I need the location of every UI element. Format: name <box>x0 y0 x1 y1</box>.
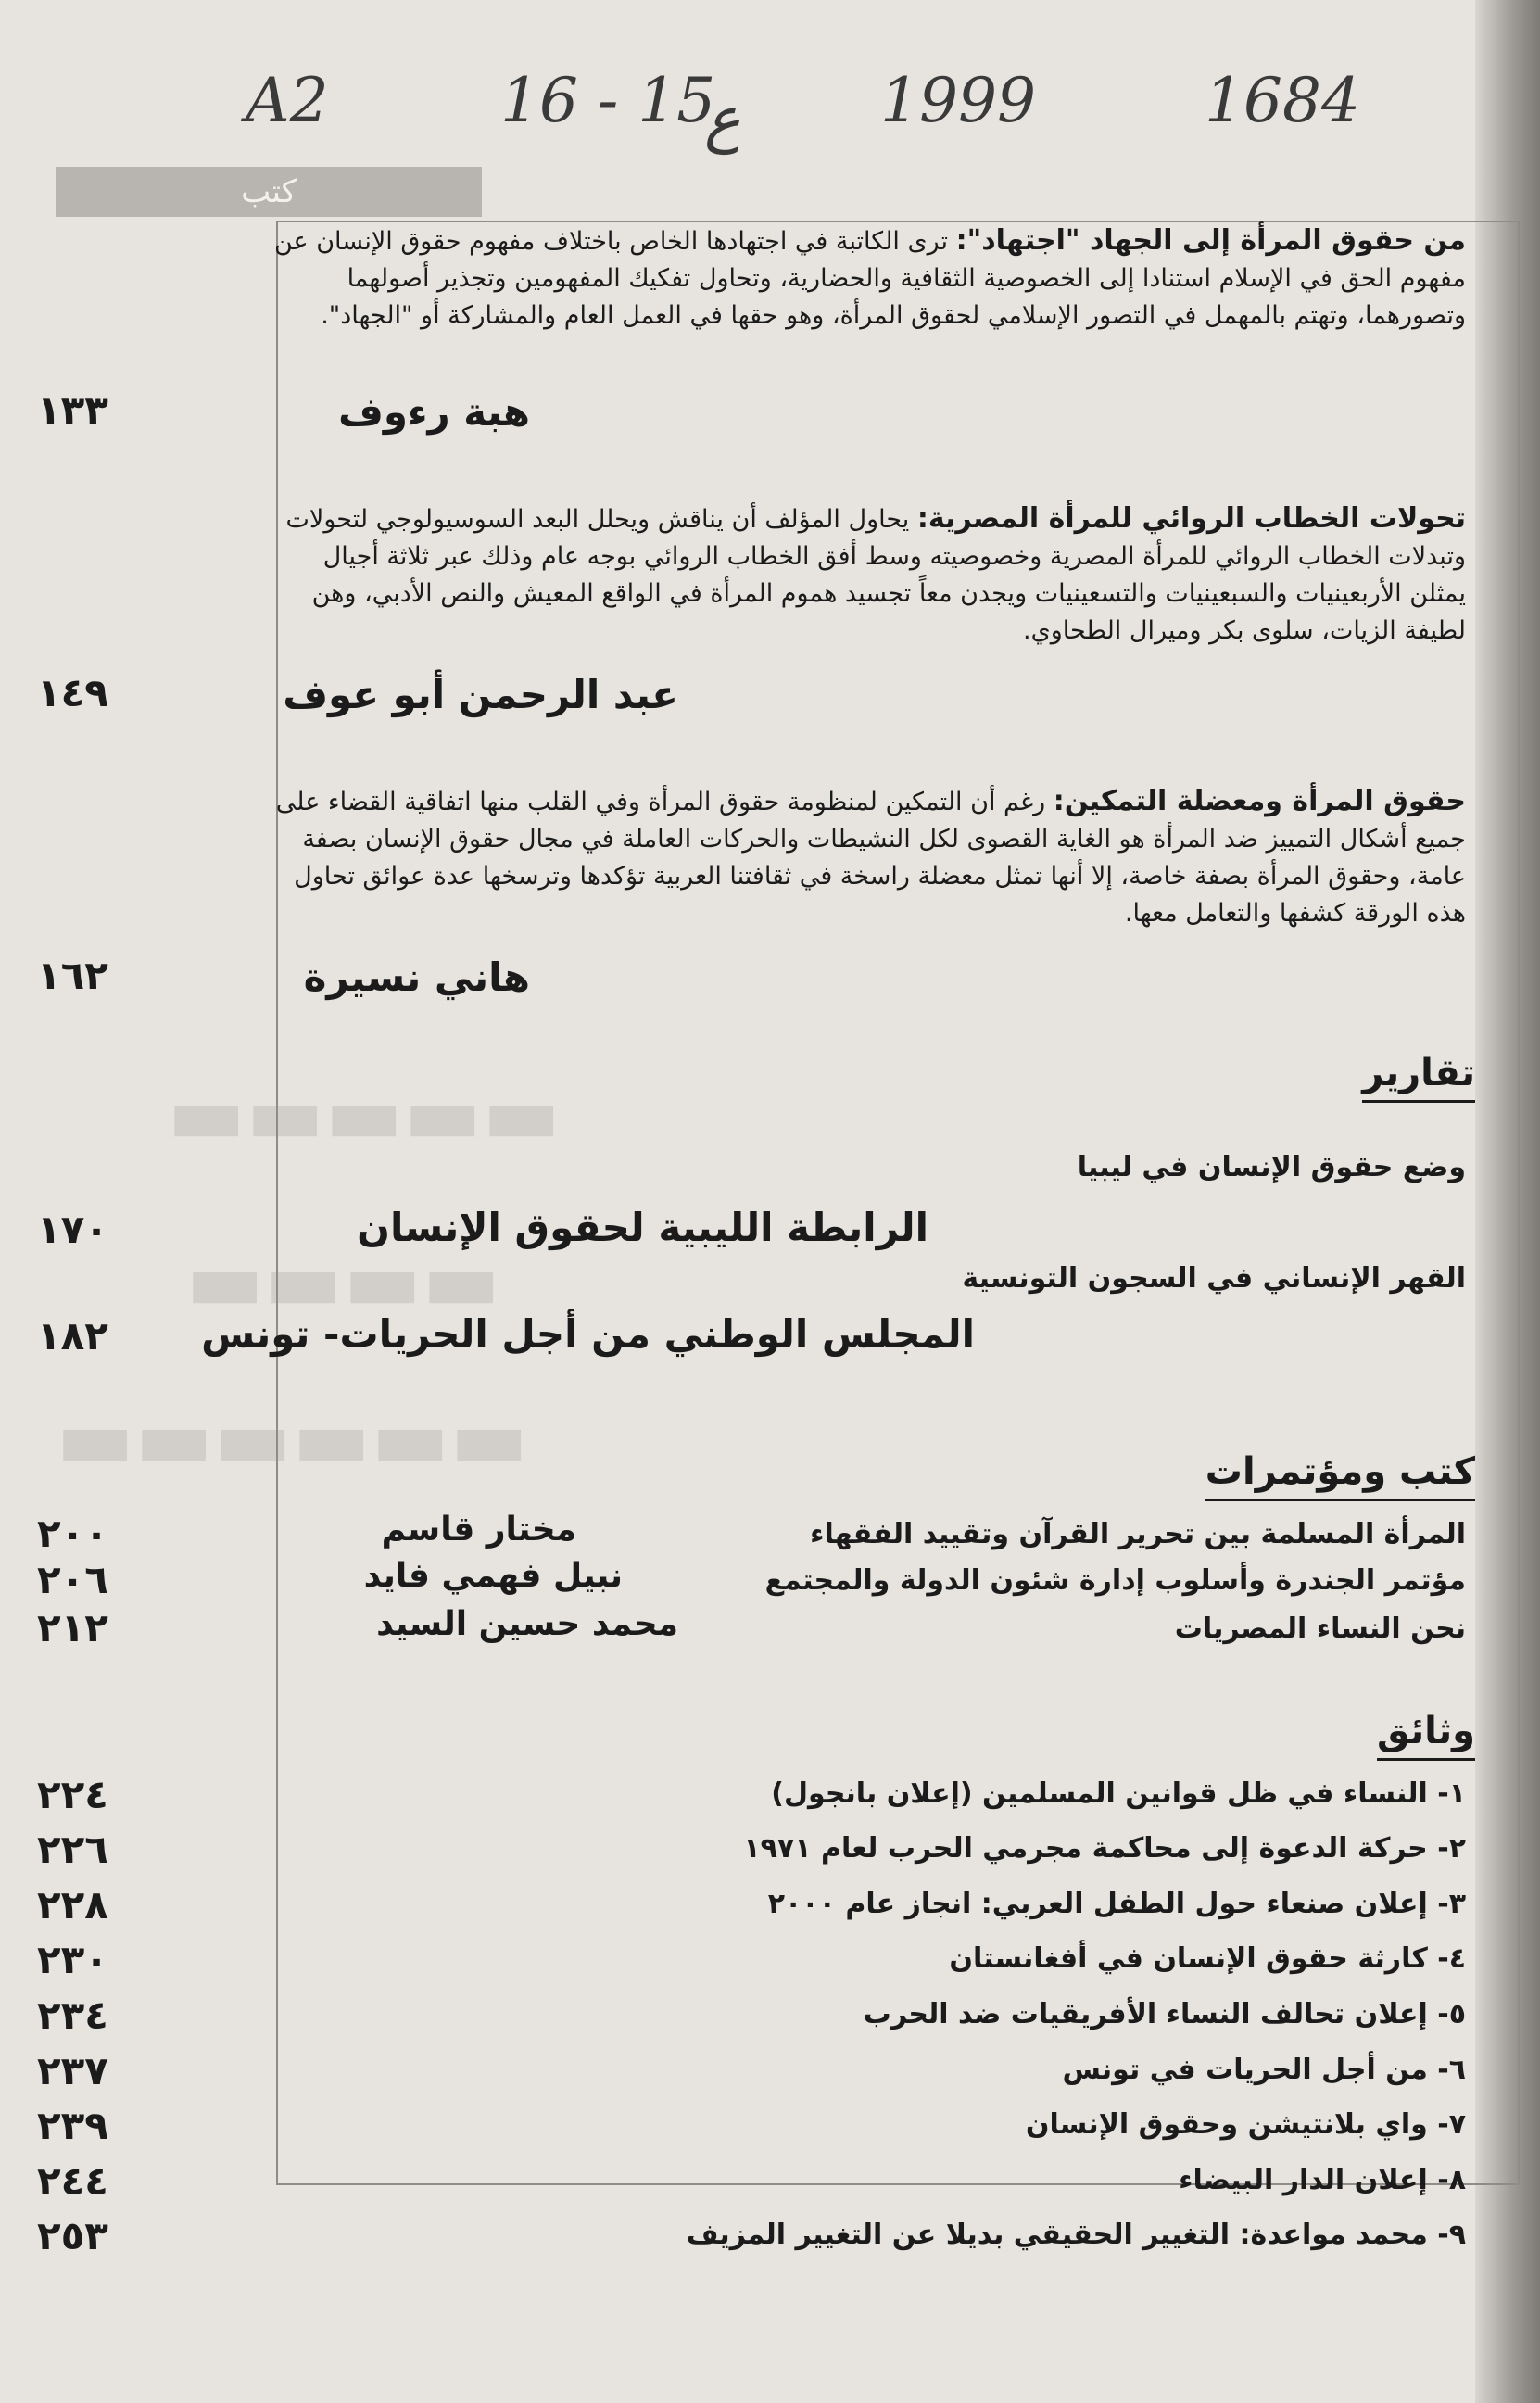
book-2-title: مؤتمر الجندرة وأسلوب إدارة شئون الدولة والمجتمع <box>764 1564 1466 1597</box>
document-1-page: ٢٢٤ <box>37 1772 108 1817</box>
article-2-description <box>271 500 1466 650</box>
handwritten-note-pages: 16 - 15 <box>500 65 716 136</box>
article-2-text: يحاول المؤلف أن يناقش ويحلل البعد السوسيولوجي لتحولات وتبدلات الخطاب الروائي للمرأة المصرية وخصوصيته وسط أفق الخطاب الروائي بوجه عام وذلك عبر ثلاثة أجيال يمثلن الأربعينيات والسبعينيات والتسعينيات ويجدن معاً تجسيد هموم المرأة في الواقع المعيش والنص الأدبي، وهن لطيفة الزيات، سلوى بكر وميرال الطحاوي. <box>285 505 1466 645</box>
books-section-title: كتب ومؤتمرات <box>1205 1450 1475 1501</box>
document-9-title: ٩- محمد مواعدة: التغيير الحقيقي بديلا عن التغيير المزيف <box>686 2219 1466 2251</box>
handwritten-note-a2: A2 <box>246 65 329 136</box>
article-2-author: عبد الرحمن أبو عوف <box>283 672 678 717</box>
book-1-author: مختار قاسم <box>381 1511 576 1549</box>
document-3-title: ٣- إعلان صنعاء حول الطفل العربي: انجاز عام ٢٠٠٠ <box>767 1888 1466 1920</box>
ghost-bleed-3: ▬▬▬▬▬▬ <box>56 1390 529 1487</box>
document-7-page: ٢٣٩ <box>37 2103 108 2148</box>
book-1-page: ٢٠٠ <box>37 1511 108 1556</box>
article-1-page: ١٣٣ <box>37 387 108 433</box>
book-3-title: نحن النساء المصريات <box>1174 1613 1466 1645</box>
article-2-page: ١٤٩ <box>37 670 108 715</box>
handwritten-note-ain: ع <box>704 83 741 155</box>
document-5-page: ٢٣٤ <box>37 1992 108 2038</box>
ghost-bleed-2: ▬▬▬▬ <box>185 1233 501 1330</box>
book-3-author: محمد حسين السيد <box>376 1605 678 1643</box>
document-6-page: ٢٣٧ <box>37 2048 108 2093</box>
report-2-org: المجلس الوطني من أجل الحريات- تونس <box>201 1311 975 1357</box>
article-1-lead: من حقوق المرأة إلى الجهاد "اجتهاد": <box>955 224 1466 257</box>
document-8-page: ٢٤٤ <box>37 2158 108 2204</box>
ghost-bleed-1: ▬▬▬▬▬ <box>167 1066 562 1163</box>
document-9-page: ٢٥٣ <box>37 2213 108 2258</box>
article-3-page: ١٦٢ <box>37 953 108 998</box>
document-6-title: ٦- من أجل الحريات في تونس <box>1062 2054 1466 2086</box>
header-band: كتب <box>56 167 482 217</box>
book-1-title: المرأة المسلمة بين تحرير القرآن وتقييد الفقهاء <box>810 1518 1466 1550</box>
report-2-title: القهر الإنساني في السجون التونسية <box>962 1262 1466 1295</box>
document-2-title: ٢- حركة الدعوة إلى محاكمة مجرمي الحرب لعام ١٩٧١ <box>743 1832 1466 1865</box>
documents-section-title: وثائق <box>1377 1710 1475 1761</box>
article-1-text: ترى الكاتبة في اجتهادها الخاص باختلاف مفهوم حقوق الإنسان عن مفهوم الحق في الإسلام استنادا إلى الخصوصية الثقافية والحضارية، وتحاول تفكيك المفهومين وتجذير أصولهما وتصورهما، وتهتم بالمهمل في التصور الإسلامي لحقوق المرأة، وهو حقها في العمل العام والمشاركة أو "الجهاد". <box>273 227 1466 330</box>
document-4-page: ٢٣٠ <box>37 1937 108 1982</box>
article-3-lead: حقوق المرأة ومعضلة التمكين: <box>1053 785 1466 817</box>
document-8-title: ٨- إعلان الدار البيضاء <box>1179 2164 1466 2196</box>
document-2-page: ٢٢٦ <box>37 1827 108 1872</box>
book-2-page: ٢٠٦ <box>37 1557 108 1602</box>
handwritten-note-number: 1684 <box>1205 65 1360 136</box>
article-1-description <box>271 222 1466 335</box>
document-5-title: ٥- إعلان تحالف النساء الأفريقيات ضد الحرب <box>863 1998 1466 2030</box>
article-3-text: رغم أن التمكين لمنظومة حقوق المرأة وفي القلب منها اتفاقية القضاء على جميع أشكال التمييز ضد المرأة هو الغاية القصوى لكل النشيطات والحركات العاملة في مجال حقوق الإنسان بصفة عامة، وحقوق المرأة بصفة خاصة، إلا أنها تمثل معضلة راسخة في ثقافتنا العربية تؤكدها وترسخها عدة عوائق تحاول هذه الورقة كشفها والتعامل معها. <box>275 788 1466 928</box>
report-1-title: وضع حقوق الإنسان في ليبيا <box>1077 1151 1466 1183</box>
document-7-title: ٧- واي بلانتيشن وحقوق الإنسان <box>1025 2108 1466 2141</box>
document-3-page: ٢٢٨ <box>37 1882 108 1928</box>
book-3-page: ٢١٢ <box>37 1605 108 1650</box>
book-2-author: نبيل فهمي فايد <box>363 1557 623 1595</box>
report-1-org: الرابطة الليبية لحقوق الإنسان <box>357 1205 928 1250</box>
article-3-author: هاني نسيرة <box>303 955 530 1000</box>
handwritten-note-year: 1999 <box>880 65 1036 136</box>
article-2-lead: تحولات الخطاب الروائي للمرأة المصرية: <box>916 502 1466 535</box>
document-1-title: ١- النساء في ظل قوانين المسلمين (إعلان بانجول) <box>771 1777 1466 1810</box>
article-1-author: هبة رءوف <box>338 389 530 435</box>
report-2-page: ١٨٢ <box>37 1313 108 1359</box>
document-4-title: ٤- كارثة حقوق الإنسان في أفغانستان <box>949 1942 1466 1975</box>
article-3-description <box>271 783 1466 932</box>
reports-section-title: تقارير <box>1362 1052 1475 1103</box>
report-1-page: ١٧٠ <box>37 1207 108 1252</box>
